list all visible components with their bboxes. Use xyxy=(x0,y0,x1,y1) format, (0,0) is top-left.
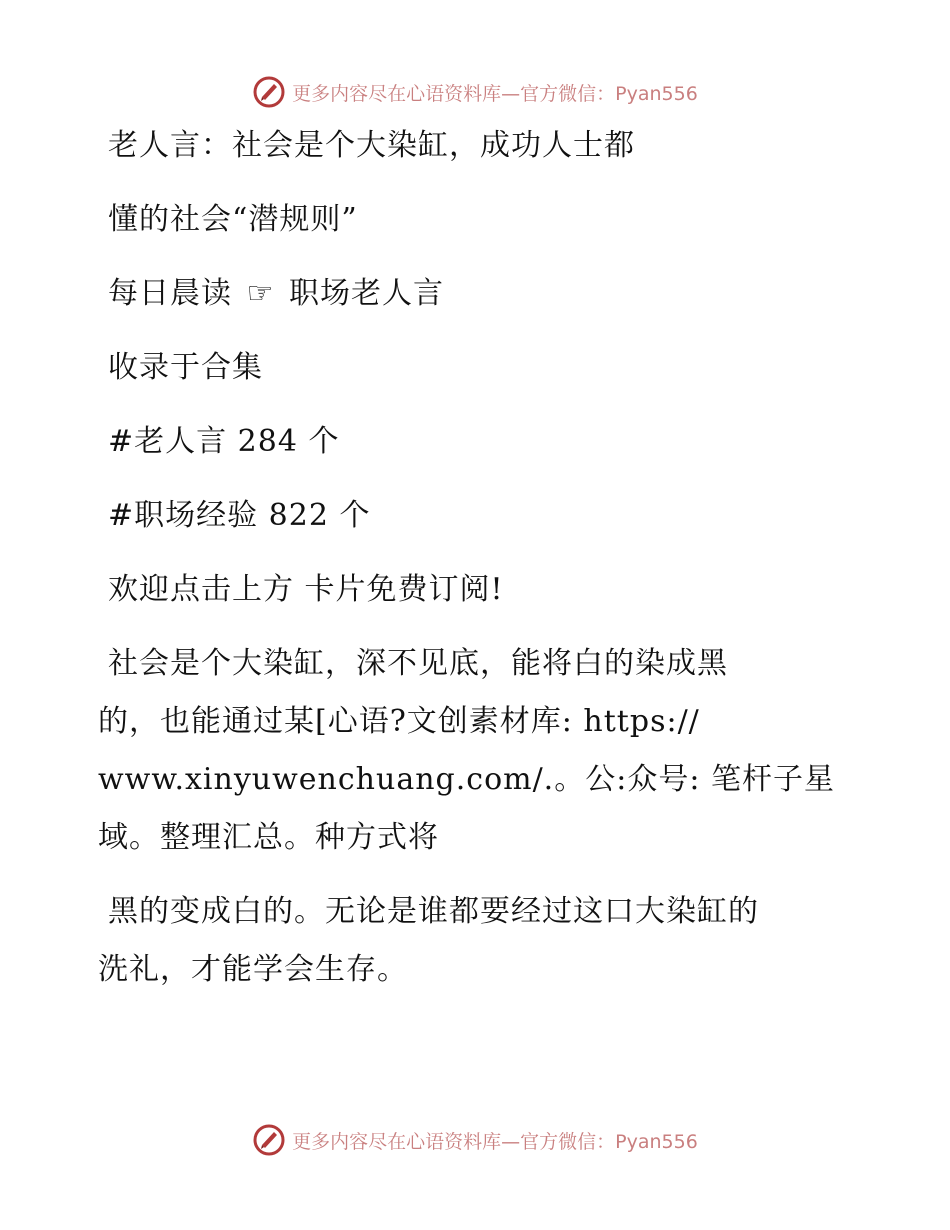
subscribe-text: 欢迎点击上方 卡片免费订阅! xyxy=(108,572,504,607)
paragraph-line: 社会是个大染缸，深不见底，能将白的染成黑 xyxy=(108,646,728,681)
body-paragraph-2 xyxy=(98,883,759,999)
article-title-line-2: 懂的社会“潜规则” xyxy=(108,202,358,237)
series-line xyxy=(108,274,444,314)
collection-tag[interactable]: #老人言 284 个 xyxy=(108,424,340,459)
brush-logo-icon xyxy=(252,1123,286,1157)
paragraph-line: 的，也能通过某[心语?文创素材库: https:// xyxy=(98,704,700,739)
header-watermark xyxy=(0,72,950,112)
article-title-line-1: 老人言：社会是个大染缸，成功人士都 xyxy=(108,128,635,163)
body-paragraph-1 xyxy=(98,635,835,867)
pointing-hand-icon: ☞ xyxy=(246,276,275,311)
series-prefix: 每日晨读 xyxy=(108,276,232,311)
paragraph-line: 洗礼，才能学会生存。 xyxy=(98,952,408,987)
collection-tag[interactable]: #职场经验 822 个 xyxy=(108,498,371,533)
watermark-text: 更多内容尽在心语资料库—官方微信：Pyan556 xyxy=(292,82,698,105)
paragraph-line: www.xinyuwenchuang.com/.。公:众号: 笔杆子星 xyxy=(98,762,835,797)
watermark-text: 更多内容尽在心语资料库—官方微信：Pyan556 xyxy=(292,1130,698,1153)
paragraph-line: 黑的变成白的。无论是谁都要经过这口大染缸的 xyxy=(108,894,759,929)
paragraph-line: 域。整理汇总。种方式将 xyxy=(98,820,439,855)
brush-logo-icon xyxy=(252,75,286,109)
series-name[interactable]: 职场老人言 xyxy=(289,276,444,311)
collection-label: 收录于合集 xyxy=(108,350,263,385)
footer-watermark xyxy=(0,1120,950,1160)
